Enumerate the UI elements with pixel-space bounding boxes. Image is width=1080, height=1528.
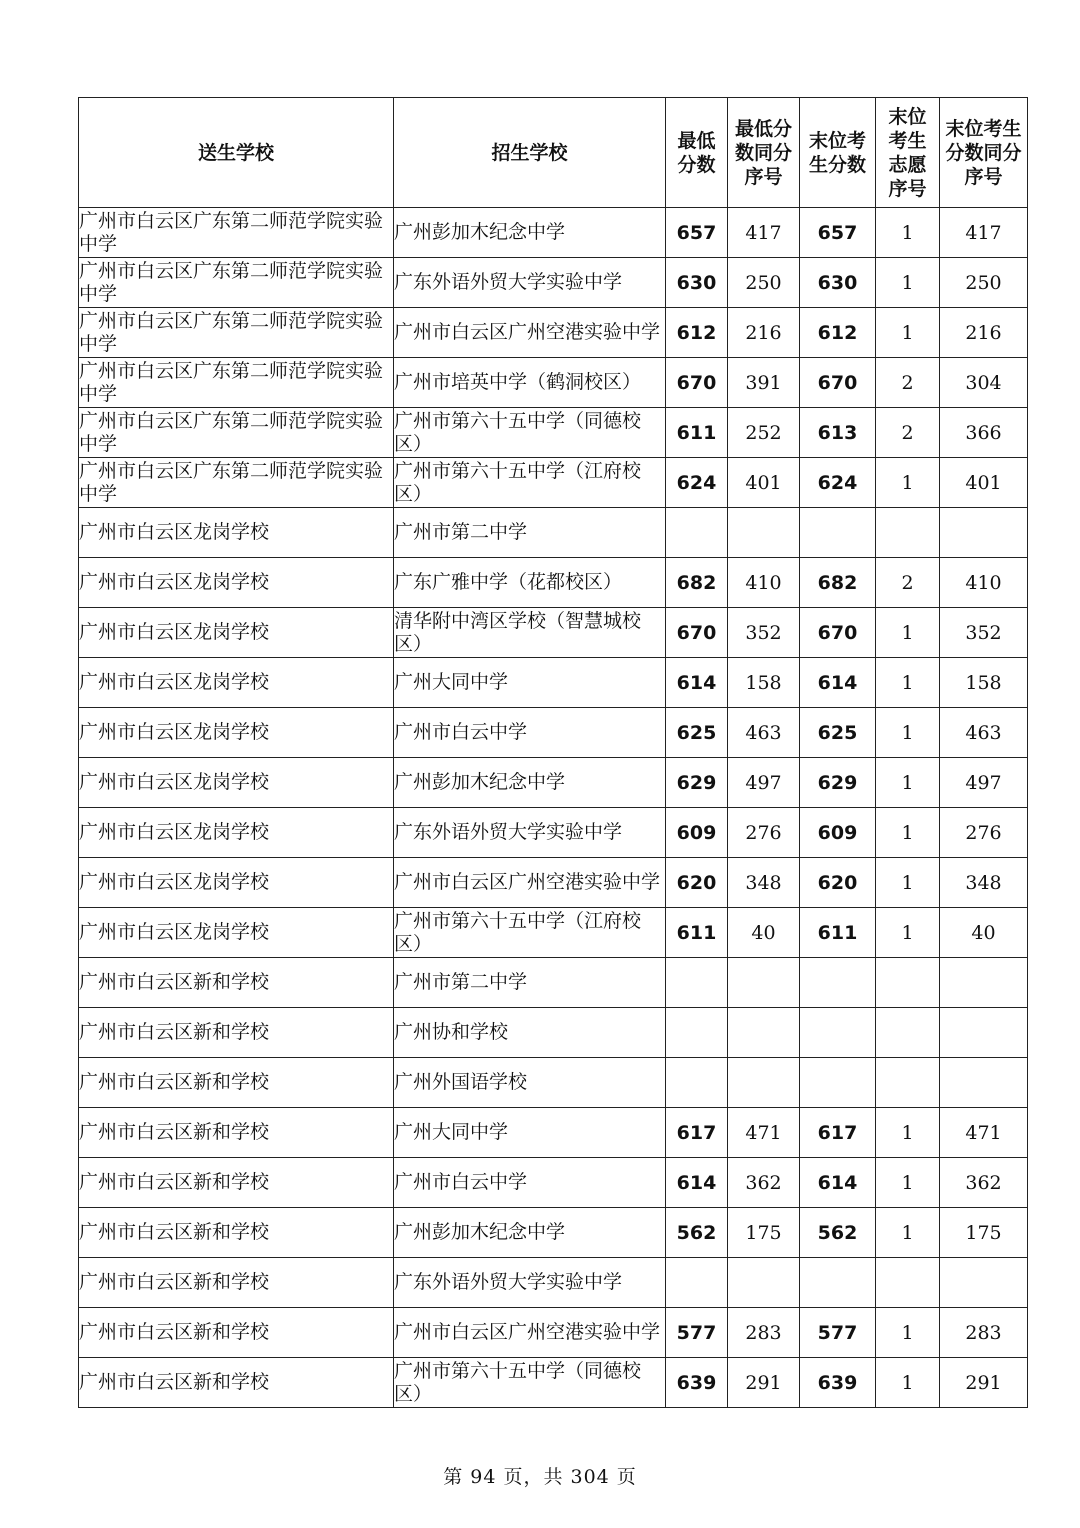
cell-last-same-rank: [940, 1058, 1028, 1108]
table-row: [79, 958, 1028, 1008]
cell-min-score: 624: [666, 458, 728, 508]
table-row: [79, 608, 1028, 658]
column-header-line: 末位考: [808, 129, 866, 152]
column-header-min-same-rank: [728, 98, 800, 208]
cell-last-same-rank: 417: [940, 208, 1028, 258]
cell-min-score: 682: [666, 558, 728, 608]
column-header-line: 分数同分: [945, 141, 1022, 164]
cell-send-school: 广州市白云区新和学校: [79, 1058, 394, 1108]
column-header-line: 分数: [677, 153, 716, 176]
cell-min-same-rank: 252: [728, 408, 800, 458]
cell-min-score: 562: [666, 1208, 728, 1258]
cell-last-score: 670: [800, 358, 876, 408]
page-footer: 第 94 页，共 304 页: [443, 1466, 637, 1488]
cell-last-score: 609: [800, 808, 876, 858]
cell-last-same-rank: 304: [940, 358, 1028, 408]
table-row: [79, 1058, 1028, 1108]
table-row: [79, 658, 1028, 708]
cell-last-same-rank: 216: [940, 308, 1028, 358]
cell-last-pref: [876, 1008, 940, 1058]
cell-min-score: 620: [666, 858, 728, 908]
cell-min-score: [666, 1008, 728, 1058]
cell-send-school: 广州市白云区新和学校: [79, 1308, 394, 1358]
column-header-line: 送生学校: [197, 141, 274, 164]
cell-recruit-school: 广州市白云中学: [394, 708, 666, 758]
cell-send-school: 广州市白云区龙岗学校: [79, 808, 394, 858]
column-header-line: 末位: [888, 105, 927, 128]
cell-send-school: 广州市白云区龙岗学校: [79, 758, 394, 808]
cell-send-school: 广州市白云区新和学校: [79, 1258, 394, 1308]
cell-last-pref: 1: [876, 758, 940, 808]
cell-send-school: 广州市白云区龙岗学校: [79, 858, 394, 908]
cell-last-same-rank: 366: [940, 408, 1028, 458]
cell-last-pref: 1: [876, 1308, 940, 1358]
cell-last-same-rank: 401: [940, 458, 1028, 508]
cell-last-score: 639: [800, 1358, 876, 1408]
cell-min-same-rank: 497: [728, 758, 800, 808]
cell-recruit-school: 广州彭加木纪念中学: [394, 758, 666, 808]
cell-last-same-rank: 175: [940, 1208, 1028, 1258]
table-row: [79, 308, 1028, 358]
cell-last-same-rank: 158: [940, 658, 1028, 708]
cell-min-score: 614: [666, 1158, 728, 1208]
cell-min-same-rank: [728, 508, 800, 558]
cell-last-score: 612: [800, 308, 876, 358]
cell-min-same-rank: [728, 1258, 800, 1308]
cell-send-school: 广州市白云区龙岗学校: [79, 708, 394, 758]
cell-recruit-school: 广州市第二中学: [394, 958, 666, 1008]
cell-last-same-rank: 276: [940, 808, 1028, 858]
cell-last-same-rank: [940, 1258, 1028, 1308]
cell-min-same-rank: 391: [728, 358, 800, 408]
column-header-send-school: [79, 98, 394, 208]
cell-last-score: 617: [800, 1108, 876, 1158]
cell-min-score: [666, 958, 728, 1008]
cell-min-score: 612: [666, 308, 728, 358]
cell-last-score: [800, 958, 876, 1008]
cell-last-pref: 1: [876, 458, 940, 508]
cell-min-same-rank: 158: [728, 658, 800, 708]
cell-last-pref: [876, 1058, 940, 1108]
cell-min-score: 630: [666, 258, 728, 308]
cell-last-same-rank: 410: [940, 558, 1028, 608]
cell-last-score: 629: [800, 758, 876, 808]
column-header-line: 志愿: [888, 153, 927, 176]
cell-min-same-rank: 417: [728, 208, 800, 258]
cell-last-same-rank: 250: [940, 258, 1028, 308]
cell-last-score: 630: [800, 258, 876, 308]
table-row: [79, 508, 1028, 558]
cell-send-school: 广州市白云区龙岗学校: [79, 558, 394, 608]
column-header-min-score: [666, 98, 728, 208]
cell-min-same-rank: 276: [728, 808, 800, 858]
table-row: [79, 258, 1028, 308]
cell-min-score: 577: [666, 1308, 728, 1358]
cell-min-score: 611: [666, 908, 728, 958]
cell-last-same-rank: 348: [940, 858, 1028, 908]
cell-min-same-rank: 40: [728, 908, 800, 958]
cell-recruit-school: 广州市白云区广州空港实验中学: [394, 858, 666, 908]
cell-recruit-school: 广州市第六十五中学（同德校区）: [394, 408, 666, 458]
admission-table: [78, 97, 1028, 1408]
cell-min-same-rank: [728, 1008, 800, 1058]
cell-last-score: 611: [800, 908, 876, 958]
cell-recruit-school: 广州市第六十五中学（同德校区）: [394, 1358, 666, 1408]
column-header-line: 最低分: [734, 117, 792, 140]
table-row: [79, 1308, 1028, 1358]
cell-send-school: 广州市白云区新和学校: [79, 1358, 394, 1408]
cell-recruit-school: 广东外语外贸大学实验中学: [394, 1258, 666, 1308]
cell-recruit-school: 广州市白云区广州空港实验中学: [394, 308, 666, 358]
cell-last-pref: 1: [876, 208, 940, 258]
column-header-last-pref: [876, 98, 940, 208]
cell-min-score: 639: [666, 1358, 728, 1408]
cell-last-same-rank: 283: [940, 1308, 1028, 1358]
cell-last-pref: 1: [876, 908, 940, 958]
cell-last-same-rank: [940, 958, 1028, 1008]
cell-last-pref: 2: [876, 408, 940, 458]
cell-min-score: [666, 508, 728, 558]
column-header-last-score: [800, 98, 876, 208]
cell-recruit-school: 广东广雅中学（花都校区）: [394, 558, 666, 608]
table-row: [79, 908, 1028, 958]
cell-last-same-rank: [940, 1008, 1028, 1058]
cell-min-same-rank: 216: [728, 308, 800, 358]
cell-send-school: 广州市白云区新和学校: [79, 958, 394, 1008]
column-header-line: 序号: [888, 177, 927, 200]
cell-recruit-school: 广东外语外贸大学实验中学: [394, 808, 666, 858]
table-row: [79, 758, 1028, 808]
cell-send-school: 广州市白云区龙岗学校: [79, 508, 394, 558]
cell-send-school: 广州市白云区新和学校: [79, 1108, 394, 1158]
cell-min-score: 625: [666, 708, 728, 758]
cell-min-same-rank: 362: [728, 1158, 800, 1208]
column-header-line: 最低: [677, 129, 716, 152]
cell-last-pref: 1: [876, 608, 940, 658]
cell-recruit-school: 广州彭加木纪念中学: [394, 1208, 666, 1258]
cell-recruit-school: 广州市第二中学: [394, 508, 666, 558]
column-header-line: 序号: [964, 165, 1003, 188]
cell-min-score: [666, 1258, 728, 1308]
cell-min-score: 617: [666, 1108, 728, 1158]
cell-last-score: 682: [800, 558, 876, 608]
cell-min-same-rank: 283: [728, 1308, 800, 1358]
table-row: [79, 1358, 1028, 1408]
cell-min-same-rank: 175: [728, 1208, 800, 1258]
cell-last-score: [800, 1058, 876, 1108]
cell-last-same-rank: 471: [940, 1108, 1028, 1158]
cell-min-same-rank: 348: [728, 858, 800, 908]
column-header-recruit-school: [394, 98, 666, 208]
cell-last-score: [800, 1258, 876, 1308]
cell-last-score: 577: [800, 1308, 876, 1358]
cell-min-score: 614: [666, 658, 728, 708]
table-row: [79, 1208, 1028, 1258]
cell-send-school: 广州市白云区广东第二师范学院实验中学: [79, 358, 394, 408]
cell-last-pref: 1: [876, 708, 940, 758]
table-row: [79, 1108, 1028, 1158]
cell-send-school: 广州市白云区新和学校: [79, 1158, 394, 1208]
cell-last-score: 614: [800, 1158, 876, 1208]
cell-recruit-school: 清华附中湾区学校（智慧城校区）: [394, 608, 666, 658]
cell-last-score: 620: [800, 858, 876, 908]
cell-last-score: 670: [800, 608, 876, 658]
table-row: [79, 708, 1028, 758]
cell-last-same-rank: 291: [940, 1358, 1028, 1408]
cell-last-same-rank: 362: [940, 1158, 1028, 1208]
cell-min-score: 609: [666, 808, 728, 858]
cell-min-same-rank: 401: [728, 458, 800, 508]
cell-recruit-school: 广州市第六十五中学（江府校区）: [394, 908, 666, 958]
cell-last-same-rank: 463: [940, 708, 1028, 758]
cell-last-pref: 1: [876, 658, 940, 708]
cell-recruit-school: 广东外语外贸大学实验中学: [394, 258, 666, 308]
cell-last-pref: 1: [876, 1358, 940, 1408]
column-header-line: 生分数: [808, 153, 866, 176]
cell-min-same-rank: 250: [728, 258, 800, 308]
cell-recruit-school: 广州大同中学: [394, 1108, 666, 1158]
cell-min-same-rank: 291: [728, 1358, 800, 1408]
cell-recruit-school: 广州市白云中学: [394, 1158, 666, 1208]
cell-last-pref: 1: [876, 1208, 940, 1258]
cell-last-score: [800, 508, 876, 558]
column-header-line: 序号: [744, 165, 783, 188]
table-row: [79, 808, 1028, 858]
cell-min-score: [666, 1058, 728, 1108]
cell-recruit-school: 广州彭加木纪念中学: [394, 208, 666, 258]
cell-min-same-rank: 471: [728, 1108, 800, 1158]
cell-min-same-rank: 352: [728, 608, 800, 658]
table-row: [79, 358, 1028, 408]
cell-last-same-rank: [940, 508, 1028, 558]
cell-last-score: [800, 1008, 876, 1058]
cell-last-same-rank: 352: [940, 608, 1028, 658]
table-row: [79, 1158, 1028, 1208]
table-row: [79, 1008, 1028, 1058]
cell-last-score: 613: [800, 408, 876, 458]
table-row: [79, 408, 1028, 458]
cell-min-score: 670: [666, 608, 728, 658]
table-row: [79, 558, 1028, 608]
table-row: [79, 1258, 1028, 1308]
cell-recruit-school: 广州协和学校: [394, 1008, 666, 1058]
cell-last-score: 614: [800, 658, 876, 708]
cell-recruit-school: 广州市第六十五中学（江府校区）: [394, 458, 666, 508]
cell-min-score: 611: [666, 408, 728, 458]
cell-min-score: 629: [666, 758, 728, 808]
cell-min-score: 670: [666, 358, 728, 408]
cell-min-same-rank: 410: [728, 558, 800, 608]
cell-last-same-rank: 497: [940, 758, 1028, 808]
column-header-last-same-rank: [940, 98, 1028, 208]
cell-send-school: 广州市白云区广东第二师范学院实验中学: [79, 408, 394, 458]
cell-last-pref: [876, 508, 940, 558]
cell-min-same-rank: 463: [728, 708, 800, 758]
table-row: [79, 208, 1028, 258]
column-header-line: 末位考生: [945, 117, 1022, 140]
cell-recruit-school: 广州外国语学校: [394, 1058, 666, 1108]
cell-min-score: 657: [666, 208, 728, 258]
cell-last-pref: 1: [876, 808, 940, 858]
cell-recruit-school: 广州大同中学: [394, 658, 666, 708]
table-row: [79, 858, 1028, 908]
cell-last-same-rank: 40: [940, 908, 1028, 958]
cell-last-pref: [876, 958, 940, 1008]
table-header-row: [79, 98, 1028, 208]
cell-last-pref: 1: [876, 308, 940, 358]
cell-last-pref: [876, 1258, 940, 1308]
cell-last-pref: 1: [876, 258, 940, 308]
cell-last-score: 562: [800, 1208, 876, 1258]
cell-last-pref: 1: [876, 858, 940, 908]
cell-last-pref: 1: [876, 1158, 940, 1208]
cell-last-score: 624: [800, 458, 876, 508]
cell-send-school: 广州市白云区广东第二师范学院实验中学: [79, 458, 394, 508]
cell-send-school: 广州市白云区龙岗学校: [79, 608, 394, 658]
column-header-line: 考生: [888, 129, 927, 152]
cell-send-school: 广州市白云区龙岗学校: [79, 658, 394, 708]
cell-last-score: 657: [800, 208, 876, 258]
column-header-line: 数同分: [734, 141, 792, 164]
cell-min-same-rank: [728, 958, 800, 1008]
cell-send-school: 广州市白云区新和学校: [79, 1008, 394, 1058]
cell-last-pref: 2: [876, 358, 940, 408]
cell-send-school: 广州市白云区龙岗学校: [79, 908, 394, 958]
cell-last-score: 625: [800, 708, 876, 758]
table-body: [79, 208, 1028, 1408]
cell-min-same-rank: [728, 1058, 800, 1108]
cell-send-school: 广州市白云区新和学校: [79, 1208, 394, 1258]
cell-recruit-school: 广州市培英中学（鹤洞校区）: [394, 358, 666, 408]
cell-send-school: 广州市白云区广东第二师范学院实验中学: [79, 258, 394, 308]
cell-last-pref: 2: [876, 558, 940, 608]
cell-recruit-school: 广州市白云区广州空港实验中学: [394, 1308, 666, 1358]
column-header-line: 招生学校: [491, 141, 568, 164]
cell-last-pref: 1: [876, 1108, 940, 1158]
cell-send-school: 广州市白云区广东第二师范学院实验中学: [79, 308, 394, 358]
cell-send-school: 广州市白云区广东第二师范学院实验中学: [79, 208, 394, 258]
table-row: [79, 458, 1028, 508]
